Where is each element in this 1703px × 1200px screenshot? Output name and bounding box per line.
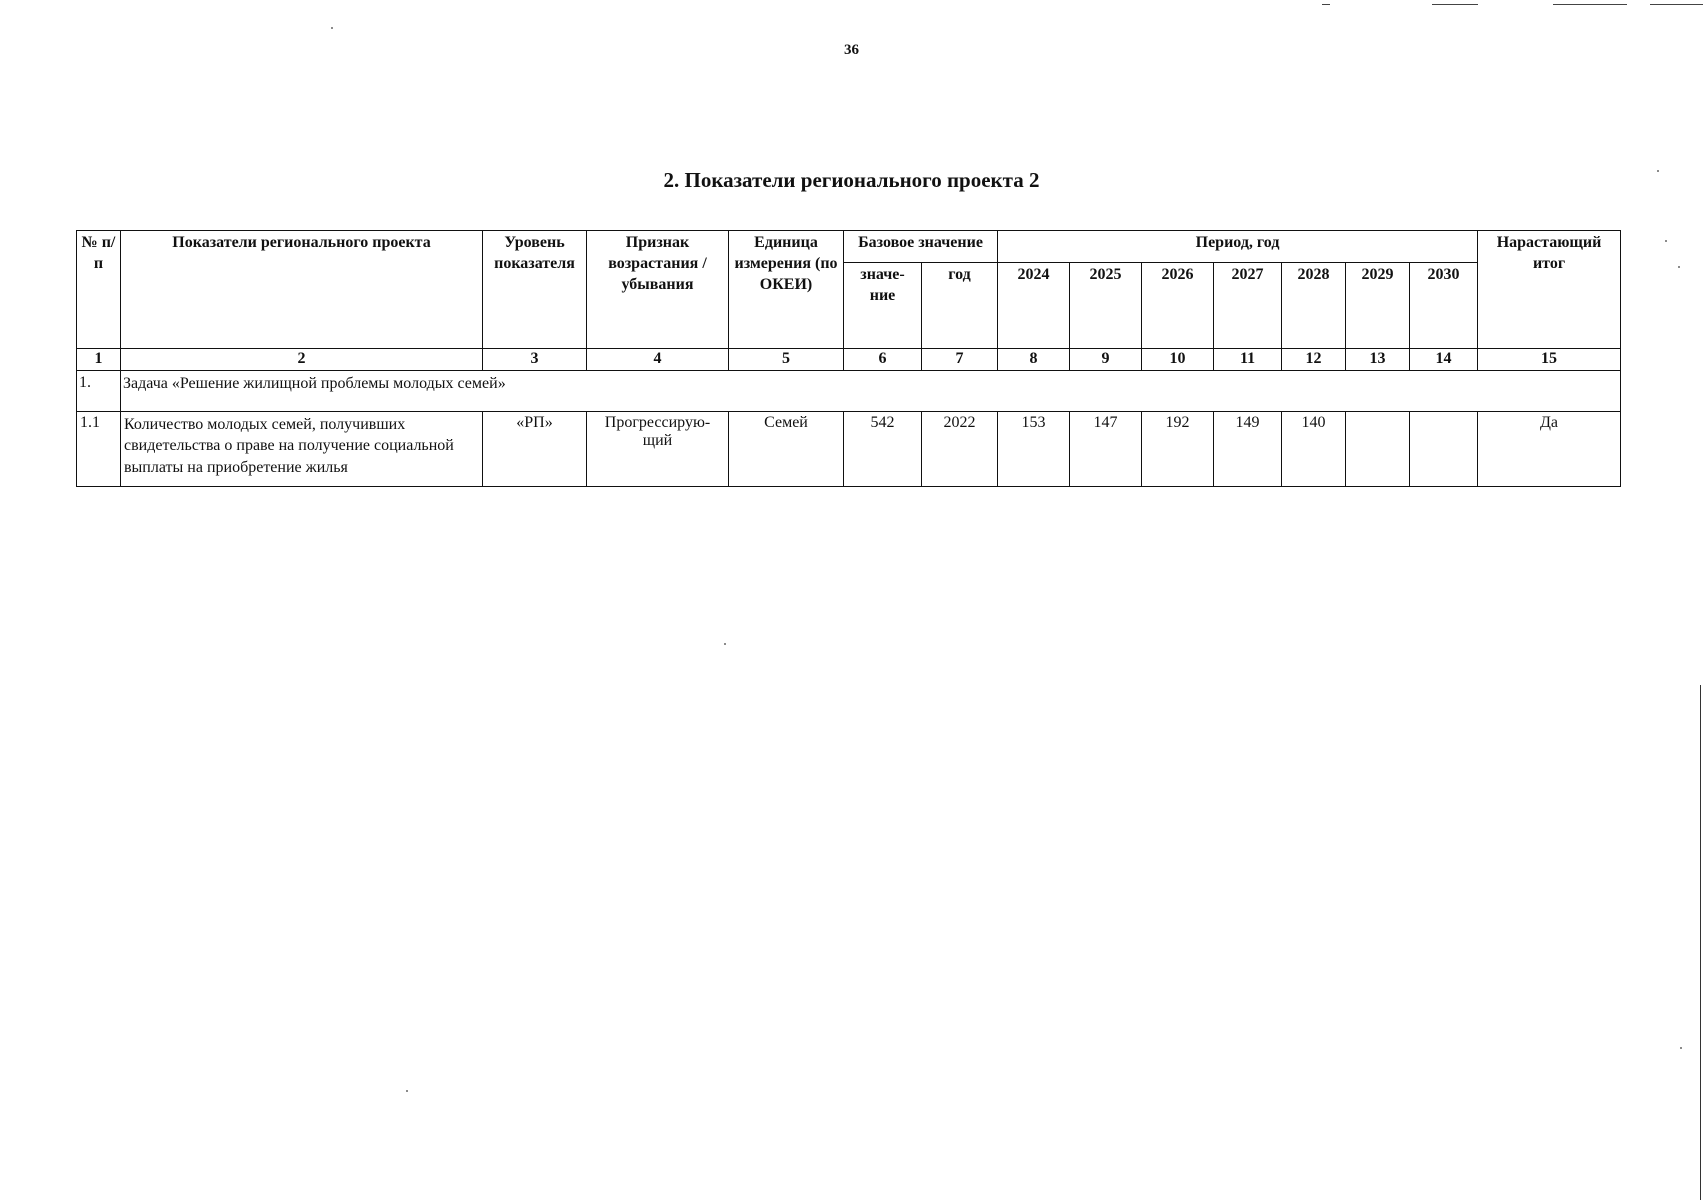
- column-number: 4: [587, 349, 729, 371]
- column-number: 11: [1214, 349, 1282, 371]
- header-level: Уровень показателя: [483, 231, 587, 349]
- row-base-value: 542: [844, 411, 922, 486]
- header-cumulative: Нарастающий итог: [1478, 231, 1621, 349]
- scan-artifact: [724, 643, 726, 645]
- scan-artifact: [406, 1090, 408, 1092]
- row-value-2026: 192: [1142, 411, 1214, 486]
- task-row: [77, 370, 1621, 411]
- column-number: 3: [483, 349, 587, 371]
- row-level: «РП»: [483, 411, 587, 486]
- header-period: Период, год: [998, 231, 1478, 263]
- scan-artifact: [1680, 1047, 1682, 1049]
- scan-artifact: [1657, 170, 1659, 172]
- column-number: 8: [998, 349, 1070, 371]
- row-num: 1.1: [77, 411, 121, 486]
- column-number: 10: [1142, 349, 1214, 371]
- scan-artifact: [1665, 240, 1667, 242]
- column-number: 5: [729, 349, 844, 371]
- header-year-2026: 2026: [1142, 263, 1214, 349]
- scan-artifact: [1700, 685, 1701, 1200]
- header-year-2024: 2024: [998, 263, 1070, 349]
- header-unit: Единица измерения (по ОКЕИ): [729, 231, 844, 349]
- scan-artifact: [1322, 4, 1330, 5]
- column-number: 7: [922, 349, 998, 371]
- scan-artifact: [1678, 266, 1680, 268]
- column-number: 2: [121, 349, 483, 371]
- row-cumulative: Да: [1478, 411, 1621, 486]
- header-num: № п/п: [77, 231, 121, 349]
- page-number: 36: [844, 42, 859, 58]
- header-base-year: год: [922, 263, 998, 349]
- header-year-2025: 2025: [1070, 263, 1142, 349]
- header-year-2027: 2027: [1214, 263, 1282, 349]
- column-number-row: [77, 349, 1621, 371]
- row-indicator: Количество молодых семей, получивших свидетельства о праве на получение социальной выплаты на приобретение жилья: [121, 411, 483, 486]
- header-trend: Признак возрастания / убывания: [587, 231, 729, 349]
- header-year-2028: 2028: [1282, 263, 1346, 349]
- task-num: 1.: [77, 370, 121, 411]
- table-row: [77, 411, 1621, 486]
- row-value-2029: [1346, 411, 1410, 486]
- row-trend: Прогрессирую- щий: [587, 411, 729, 486]
- header-year-2029: 2029: [1346, 263, 1410, 349]
- row-unit: Семей: [729, 411, 844, 486]
- column-number: 12: [1282, 349, 1346, 371]
- column-number: 15: [1478, 349, 1621, 371]
- section-title: 2. Показатели регионального проекта 2: [663, 168, 1040, 192]
- header-row-1: [77, 231, 1621, 263]
- scan-artifact: [1432, 4, 1478, 5]
- row-value-2024: 153: [998, 411, 1070, 486]
- row-value-2030: [1410, 411, 1478, 486]
- column-number: 14: [1410, 349, 1478, 371]
- scan-artifact: [1553, 4, 1627, 5]
- header-year-2030: 2030: [1410, 263, 1478, 349]
- column-number: 13: [1346, 349, 1410, 371]
- scan-artifact: [1650, 4, 1703, 5]
- row-value-2025: 147: [1070, 411, 1142, 486]
- header-indicator: Показатели регионального проекта: [121, 231, 483, 349]
- column-number: 1: [77, 349, 121, 371]
- scan-artifact: [331, 27, 333, 29]
- header-base: Базовое значение: [844, 231, 998, 263]
- column-number: 6: [844, 349, 922, 371]
- row-value-2028: 140: [1282, 411, 1346, 486]
- header-base-value: значе- ние: [844, 263, 922, 349]
- column-number: 9: [1070, 349, 1142, 371]
- row-value-2027: 149: [1214, 411, 1282, 486]
- row-base-year: 2022: [922, 411, 998, 486]
- task-text: Задача «Решение жилищной проблемы молодых семей»: [121, 370, 1621, 411]
- indicators-table: [76, 230, 1621, 487]
